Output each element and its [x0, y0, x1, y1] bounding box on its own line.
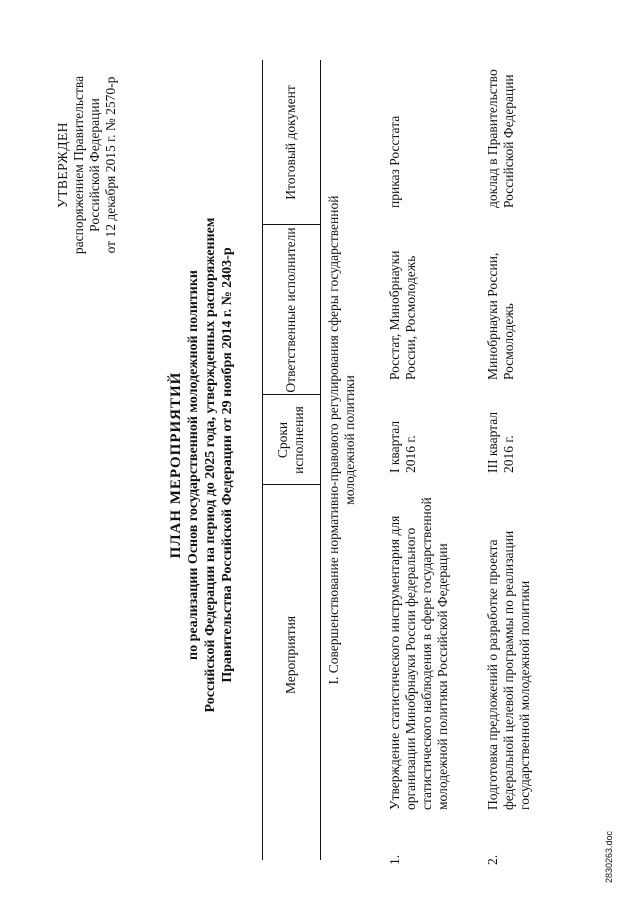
row-term: III квартал 2016 г.: [485, 411, 516, 473]
approval-country-line: Российской Федерации: [87, 98, 102, 232]
approval-stamp: [55, 50, 119, 280]
title-line-3: Правительства Российской Федерации от 29 ноября 2014 г. № 2403-р: [220, 247, 235, 683]
approval-order-line: распоряжением Правительства: [71, 75, 86, 255]
approval-date-line: от 12 декабря 2015 г. № 2570-р: [103, 76, 118, 254]
row-responsible: Росстат, Минобрнауки России, Росмолодежь: [387, 250, 418, 380]
row-result: доклад в Правительство Российской Федерации: [485, 69, 516, 208]
header-terms: Сроки исполнения: [275, 406, 306, 474]
row-activity: Подготовка предложений о разработке проекта федеральной целевой программы по реализации государственной молодежной политики: [485, 530, 532, 810]
header-responsible: Ответственные исполнители: [283, 227, 298, 393]
approval-heading: УТВЕРЖДЕН: [55, 122, 70, 208]
title-line-2: Российской Федерации на период до 2025 года, утвержденных распоряжением: [203, 217, 218, 713]
row-number: 2.: [485, 854, 500, 865]
row-result: приказ Росстата: [387, 115, 402, 208]
title-line-1: по реализации Основ государственной молодежной политики: [186, 270, 201, 660]
file-name: 2830263.doc: [604, 830, 614, 883]
title-heading: ПЛАН МЕРОПРИЯТИЙ: [168, 371, 184, 559]
row-responsible: Минобрнауки России, Росмолодежь: [485, 252, 516, 380]
row-activity: Утверждение статистического инструментария для организации Минобрнауки России федерального статистического наблюдения в сфере государственной молодежной политики Российской Федерации: [387, 497, 450, 810]
row-term: I квартал 2016 г.: [387, 420, 418, 473]
header-result: Итоговый документ: [283, 85, 298, 200]
table-header-bottom-border: [320, 60, 321, 860]
header-activities: Мероприятия: [283, 615, 298, 695]
row-number: 1.: [387, 854, 402, 865]
document-title: [168, 95, 236, 835]
section-title: I. Совершенствование нормативно-правового регулирования сферы государственной молодежной политики: [326, 195, 357, 685]
